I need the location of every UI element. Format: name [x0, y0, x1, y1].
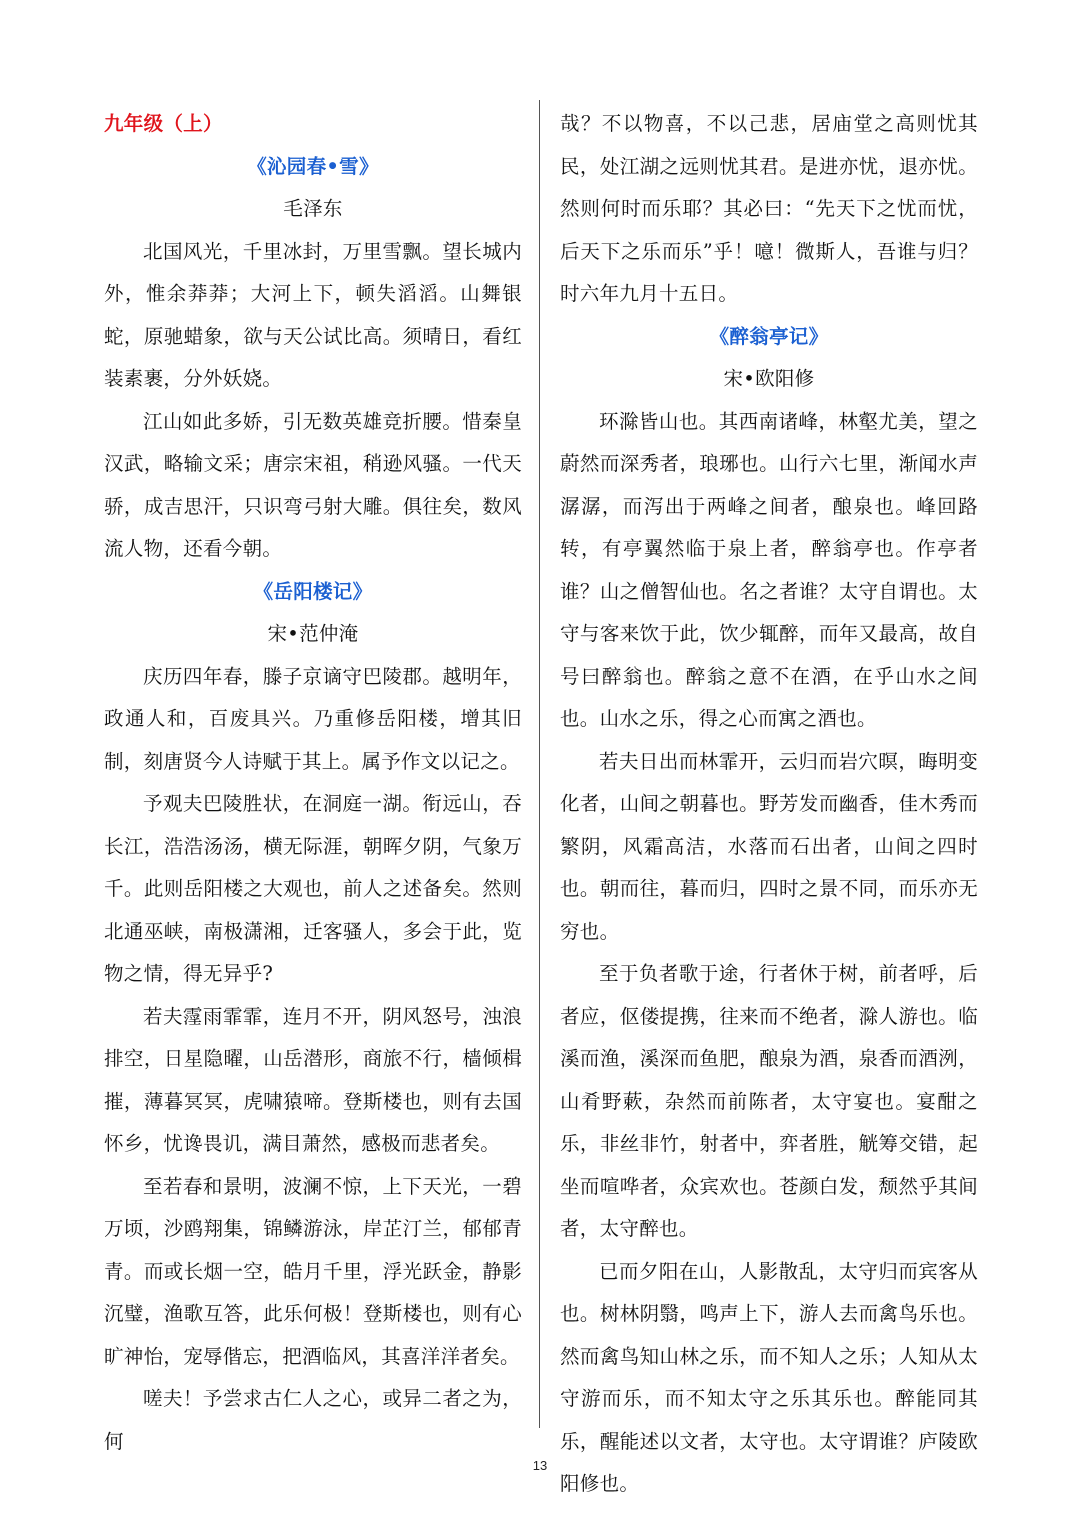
essay-title-zuiwengting: 《醉翁亭记》: [709, 324, 829, 348]
essay-title-yueyanglou: 《岳阳楼记》: [253, 579, 373, 603]
essay-paragraph: 已而夕阳在山，人影散乱，太守归而宾客从也。树林阴翳，鸣声上下，游人去而禽鸟乐也。然而禽鸟知山林之乐，而不知人之乐；人知从太守游而乐，而不知太守之乐其乐也。醉能同其乐，醒能述以文者，太守也。太守谓谁？庐陵欧阳修也。: [560, 1259, 978, 1495]
essay-paragraph: 若夫霪雨霏霏，连月不开，阴风怒号，浊浪排空，日星隐曜，山岳潜形，商旅不行，樯倾楫摧，薄暮冥冥，虎啸猿啼。登斯楼也，则有去国怀乡，忧谗畏讥，满目萧然，感极而悲者矣。: [104, 1004, 522, 1155]
essay-author-yueyanglou: 宋•范仲淹: [267, 622, 359, 645]
essay-paragraph: 嗟夫！予尝求古仁人之心，或异二者之为，何: [104, 1387, 522, 1453]
poem-paragraph: 江山如此多娇，引无数英雄竞折腰。惜秦皇汉武，略输文采；唐宗宋祖，稍逊风骚。一代天骄，成吉思汗，只识弯弓射大雕。俱往矣，数风流人物，还看今朝。: [104, 409, 522, 560]
essay-paragraph: 庆历四年春，滕子京谪守巴陵郡。越明年，政通人和，百废具兴。乃重修岳阳楼，增其旧制，刻唐贤今人诗赋于其上。属予作文以记之。: [104, 664, 522, 773]
essay-paragraph: 环滁皆山也。其西南诸峰，林壑尤美，望之蔚然而深秀者，琅琊也。山行六七里，渐闻水声潺潺，而泻出于两峰之间者，酿泉也。峰回路转，有亭翼然临于泉上者，醉翁亭也。作亭者谁？山之僧智仙也。名之者谁？太守自谓也。太守与客来饮于此，饮少辄醉，而年又最高，故自号曰醉翁也。醉翁之意不在酒，在乎山水之间也。山水之乐，得之心而寓之酒也。: [560, 409, 978, 730]
poem-paragraph: 北国风光，千里冰封，万里雪飘。望长城内外，惟余莽莽；大河上下，顿失滔滔。山舞银蛇，原驰蜡象，欲与天公试比高。须晴日，看红装素裹，分外妖娆。: [104, 239, 522, 390]
column-divider: [539, 100, 540, 1428]
page-number: 13: [532, 1458, 548, 1473]
essay-author-zuiwengting: 宋•欧阳修: [723, 367, 815, 390]
poem-title: 《沁园春•雪》: [247, 154, 379, 178]
essay-paragraph: 予观夫巴陵胜状，在洞庭一湖。衔远山，吞长江，浩浩汤汤，横无际涯，朝晖夕阴，气象万千。此则岳阳楼之大观也，前人之述备矣。然则北通巫峡，南极潇湘，迁客骚人，多会于此，览物之情，得无异乎?: [104, 792, 522, 985]
essay-paragraph: 若夫日出而林霏开，云归而岩穴暝，晦明变化者，山间之朝暮也。野芳发而幽香，佳木秀而繁阴，风霜高洁，水落而石出者，山间之四时也。朝而往，暮而归，四时之景不同，而乐亦无穷也。: [560, 749, 978, 943]
essay-continuation: 哉？不以物喜，不以己悲，居庙堂之高则忧其民，处江湖之远则忧其君。是进亦忧，退亦忧。然则何时而乐耶？其必曰：“先天下之忧而忧，后天下之乐而乐”乎！噫！微斯人，吾谁与归？时六年九月十五日。: [560, 112, 978, 305]
essay-paragraph: 至于负者歌于途，行者休于树，前者呼，后者应，伛偻提携，往来而不绝者，滁人游也。临溪而渔，溪深而鱼肥，酿泉为酒，泉香而酒洌，山肴野蔌，杂然而前陈者，太守宴也。宴酣之乐，非丝非竹，射者中，弈者胜，觥筹交错，起坐而喧哗者，众宾欢也。苍颜白发，颓然乎其间者，太守醉也。: [560, 962, 978, 1240]
left-column: [104, 103, 522, 1463]
grade-heading: 九年级（上）: [104, 112, 223, 135]
poem-author: 毛泽东: [283, 197, 343, 220]
right-column: [560, 103, 978, 1506]
essay-paragraph: 至若春和景明，波澜不惊，上下天光，一碧万顷，沙鸥翔集，锦鳞游泳，岸芷汀兰，郁郁青青。而或长烟一空，皓月千里，浮光跃金，静影沉璧，渔歌互答，此乐何极！登斯楼也，则有心旷神怡，宠辱偕忘，把酒临风，其喜洋洋者矣。: [104, 1174, 522, 1368]
